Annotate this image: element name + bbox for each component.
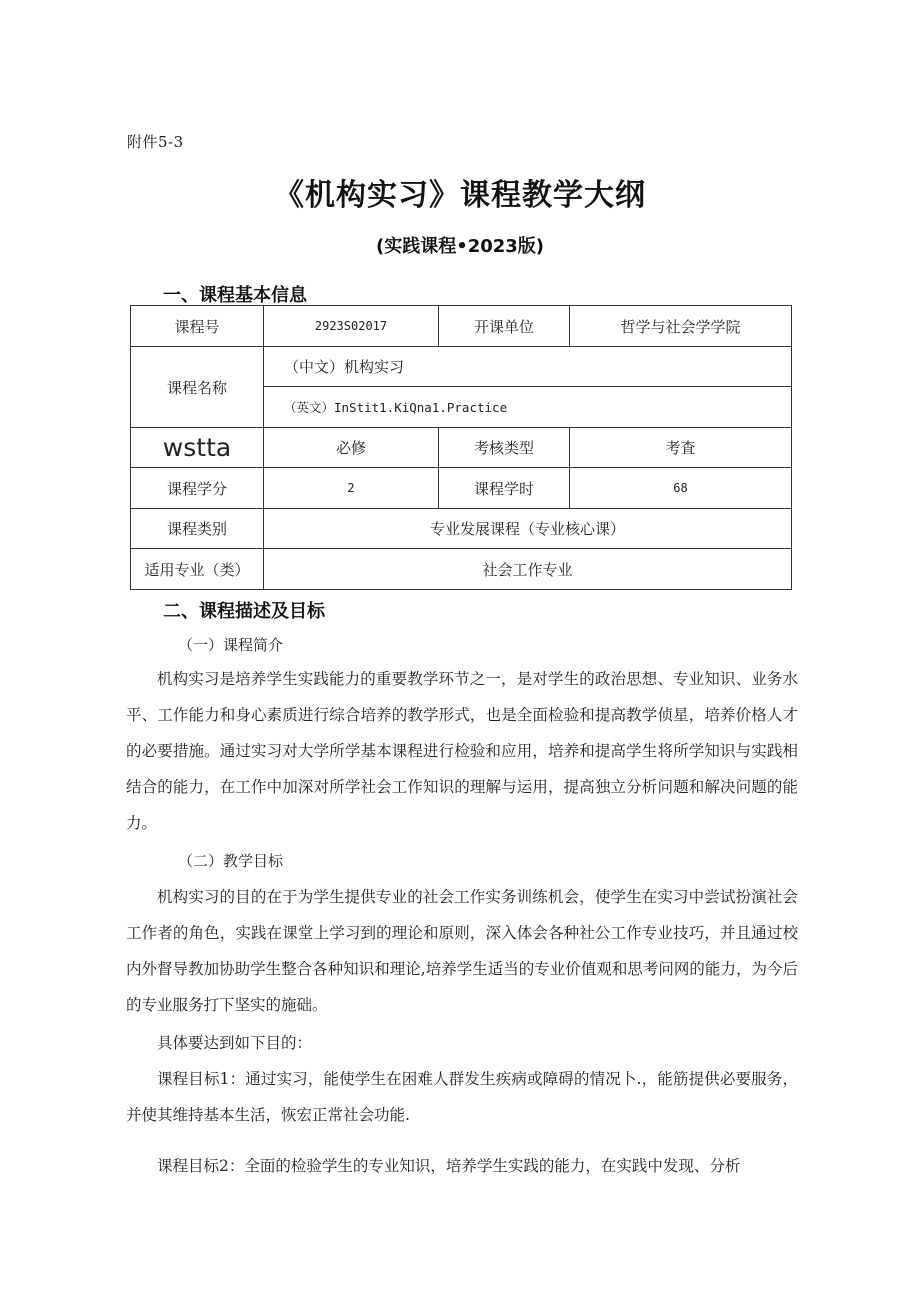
section-heading-description: 二、课程描述及目标 [163, 601, 325, 622]
course-nature-label: wstta [131, 428, 264, 468]
specific-aims-paragraph [126, 1025, 798, 1061]
specific-aims-text: 具体要达到如下目的： [157, 1034, 313, 1052]
hours-value: 68 [570, 468, 792, 509]
page-subtitle: (实践课程•2023版) [375, 236, 545, 257]
goal-2-text: 课程目标2：全面的检验学生的专业知识，培养学生实践的能力，在实践中发现、分析 [157, 1157, 741, 1175]
table-row [131, 347, 792, 387]
intro-text: 机构实习是培养学生实践能力的重要教学环节之一，是对学生的政治思想、专业知识、业务水平、工作能力和身心素质进行综合培养的教学形式，也是全面检验和提高教学侦星，培养价格人才的必要措施。通过实习对大学所学基本课程进行检验和应用，培养和提高学生将所学知识与实践相结合的能力，在工作中加深对所学社会工作知识的理解与运用，提高独立分析问题和解决问题的能力。 [126, 670, 798, 832]
dept-label: 开课单位 [439, 306, 570, 347]
category-label: 课程类别 [131, 509, 264, 549]
exam-type-value: 考査 [570, 428, 792, 468]
goal-1-text: 课程目标1：通过实习，能使学生在困难人群发生疾病或障碍的情况卜.，能筋提供必要服务，并使其维持基本生活，恢宏正常社会功能. [126, 1070, 798, 1124]
dept-value: 哲学与社会学学院 [570, 306, 792, 347]
intro-paragraph [126, 661, 798, 841]
table-row [131, 428, 792, 468]
subsection-intro-heading: （一）课程简介 [178, 636, 284, 654]
exam-type-label: 考核类型 [439, 428, 570, 468]
category-value: 专业发展课程（专业核心课） [264, 509, 792, 549]
credit-label: 课程学分 [131, 468, 264, 509]
table-row [131, 549, 792, 590]
table-row [131, 509, 792, 549]
course-info-table [130, 305, 792, 590]
goal-2-paragraph [126, 1148, 798, 1184]
table-row [131, 306, 792, 347]
attachment-label: 附件5-3 [127, 133, 184, 151]
course-nature-value: 必修 [264, 428, 439, 468]
hours-label: 课程学时 [439, 468, 570, 509]
subsection-goals-heading: （二）教学目标 [178, 852, 284, 870]
goals-text: 机构实习的目的在于为学生提供专业的社会工作实务训练机会，使学生在实习中尝试扮演社会工作者的角色，实践在课堂上学习到的理论和原则，深入体会各种社公工作专业技巧，并且通过校内外督导教加协助学生整合各种知识和理论,培养学生适当的专业价值观和思考问网的能力，为今后的专业服务打下坚实的施础。 [126, 888, 798, 1014]
page-title: 《机构实习》课程教学大纲 [274, 178, 646, 213]
goal-1-paragraph [126, 1061, 798, 1133]
goals-paragraph [126, 879, 798, 1023]
course-name-cn: （中文）机构实习 [264, 347, 792, 387]
major-label: 适用专业（类） [131, 549, 264, 590]
section-heading-basic-info: 一、课程基本信息 [163, 285, 307, 306]
major-value: 社会工作专业 [264, 549, 792, 590]
course-name-label: 课程名称 [131, 347, 264, 428]
credit-value: 2 [264, 468, 439, 509]
table-row [131, 468, 792, 509]
course-no-label: 课程号 [131, 306, 264, 347]
course-name-en: （英文）InStit1.KiQna1.Practice [264, 387, 792, 428]
course-no-value: 2923S02017 [264, 306, 439, 347]
